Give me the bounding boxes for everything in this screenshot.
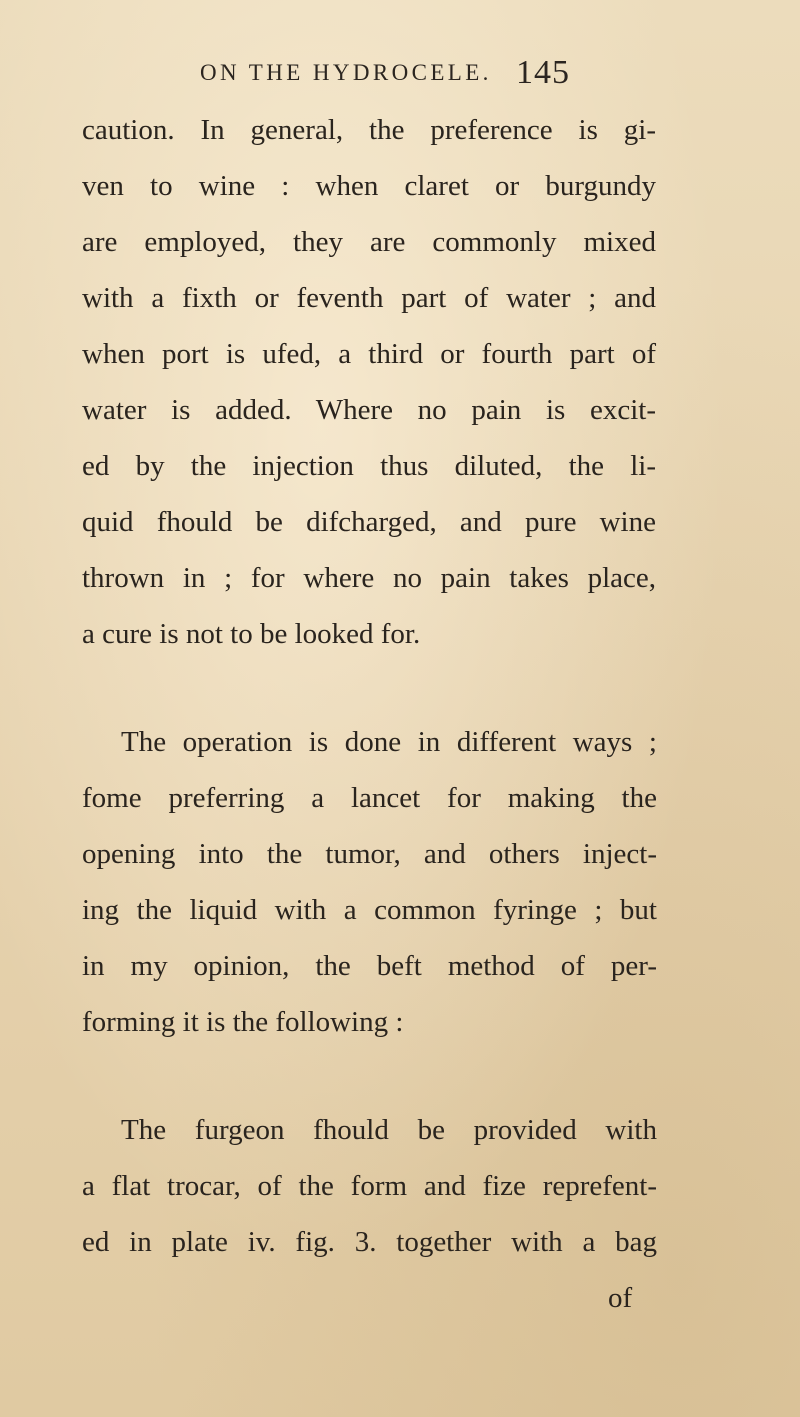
text-line: ing the liquid with a common fyringe ; but [82,894,657,926]
text-line: with a fixth or feventh part of water ; and [82,282,656,314]
text-line: water is added. Where no pain is excit- [82,394,656,426]
text-line: forming it is the following : [82,1006,404,1038]
text-line: are employed, they are commonly mixed [82,226,656,258]
text-line: The operation is done in different ways ; [121,726,657,758]
text-line: ed by the injection thus diluted, the li- [82,450,656,482]
text-line: opening into the tumor, and others inject- [82,838,657,870]
body-text [0,110,800,1390]
text-line: caution. In general, the preference is gi- [82,114,656,146]
text-line: in my opinion, the beft method of per- [82,950,657,982]
text-line: a flat trocar, of the form and fize reprefent- [82,1170,657,1202]
text-line: fome preferring a lancet for making the [82,782,657,814]
text-line: thrown in ; for where no pain takes place, [82,562,656,594]
text-line: ed in plate iv. fig. 3. together with a bag [82,1226,657,1258]
text-line: quid fhould be difcharged, and pure wine [82,506,656,538]
text-line: The furgeon fhould be provided with [121,1114,657,1146]
text-line: ven to wine : when claret or burgundy [82,170,656,202]
text-line: when port is ufed, a third or fourth part of [82,338,656,370]
page-header [200,54,580,100]
catchword: of [608,1282,633,1314]
running-head: ON THE HYDROCELE. [200,60,492,85]
page-number: 145 [516,54,570,91]
text-line: a cure is not to be looked for. [82,618,421,650]
